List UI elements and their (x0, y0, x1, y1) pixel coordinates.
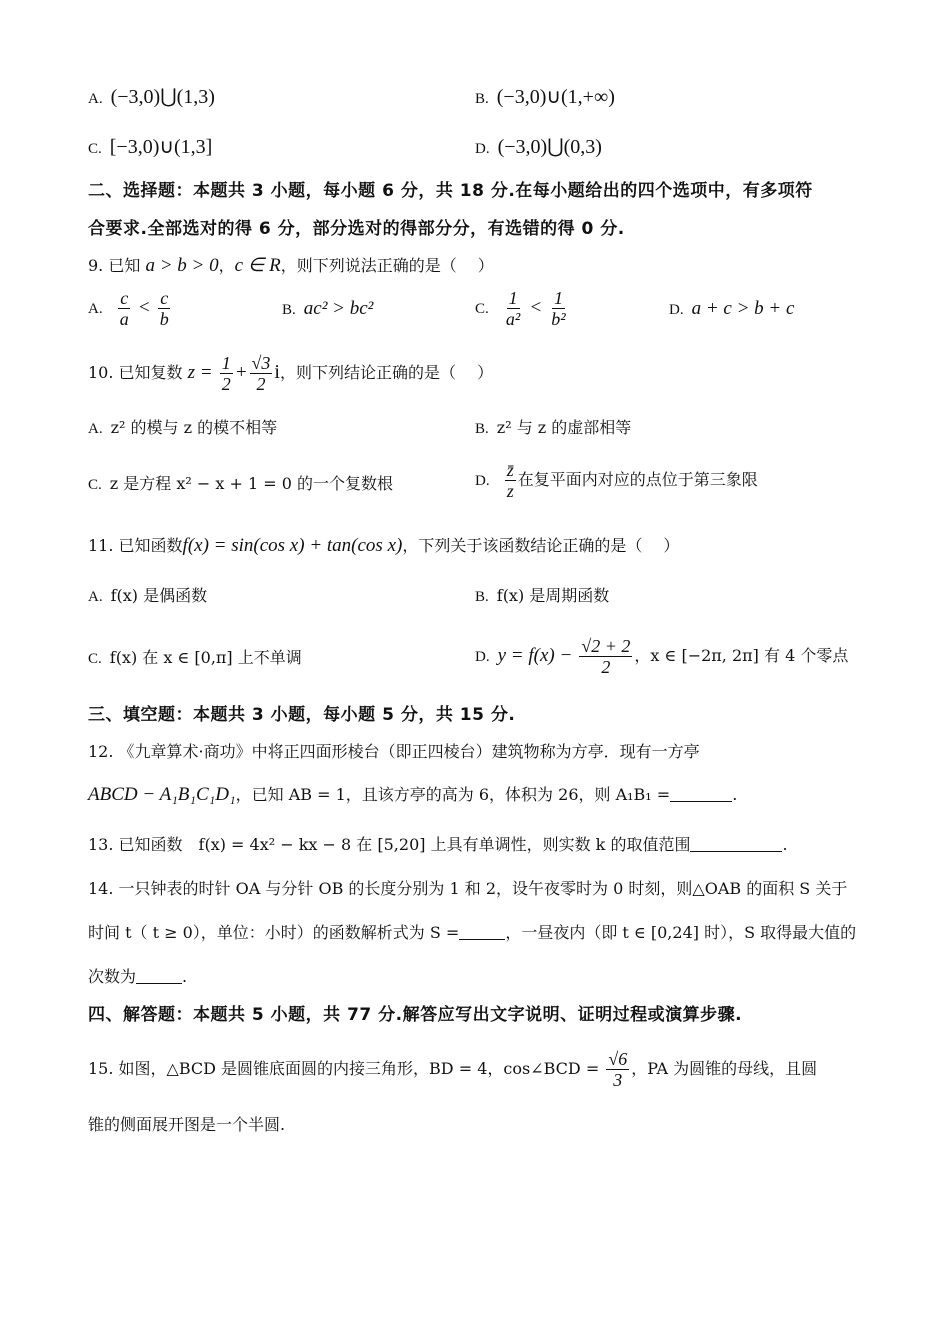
q10-option-c (88, 473, 393, 496)
option-label: D. (475, 649, 490, 665)
section4-heading: 四、解答题：本题共 5 小题，共 77 分.解答应写出文字说明、证明过程或演算步骤. (88, 1005, 743, 1025)
fraction (118, 288, 131, 329)
q9-option-a (88, 288, 173, 329)
numerator: z̄ (506, 460, 514, 480)
q11-stem (88, 535, 679, 557)
q11-stem-post: ，下列关于该函数结论正确的是（ ） (402, 536, 680, 555)
denominator: b² (551, 309, 566, 329)
option-label: B. (475, 421, 489, 437)
q15-pre: 15. 如图，△BCD 是圆锥底面圆的内接三角形，BD = 4，cos∠BCD = (88, 1059, 600, 1078)
q8-option-b (475, 86, 615, 110)
section2-heading-line1: 二、选择题：本题共 3 小题，每小题 6 分，共 18 分.在每小题给出的四个选项中，有多项符 (88, 181, 813, 201)
q9-option-c (475, 288, 570, 329)
q14-line3 (88, 966, 187, 988)
numerator: 1 (221, 353, 231, 373)
q14-text-d: . (182, 967, 188, 986)
option-label: D. (475, 473, 490, 489)
q10-stem-post: ，则下列结论正确的是（ ） (279, 363, 494, 382)
q9-option-d (669, 298, 794, 321)
q11-option-a (88, 585, 207, 608)
operator: < (529, 297, 543, 318)
option-math: y = f(x) − (497, 645, 573, 666)
q14-line1: 14. 一只钟表的时针 OA 与分针 OB 的长度分别为 1 和 2，设午夜零时为 0 时刻，则△OAB 的面积 S 关于 (88, 879, 848, 898)
q15-line2: 锥的侧面展开图是一个半圆. (88, 1115, 286, 1134)
q11-option-d (475, 636, 848, 677)
option-text: f(x) 在 x ∈ [0,π] 上不单调 (109, 648, 302, 667)
option-math: (−3,0)∪(1,+∞) (496, 86, 615, 108)
q13-line (88, 834, 788, 856)
fraction (158, 288, 171, 329)
imaginary-unit: i (274, 361, 280, 383)
fraction (606, 1049, 629, 1090)
q10-stem (88, 348, 493, 397)
option-math: (−3,0)⋃(1,3) (110, 86, 215, 108)
fraction (549, 288, 567, 329)
option-label: B. (282, 302, 296, 318)
fraction (505, 460, 516, 501)
q9-stem-pre: 9. 已知 (88, 256, 141, 275)
option-text: 在复平面内对应的点位于第三象限 (517, 470, 758, 489)
option-label: A. (88, 301, 103, 317)
option-math: [−3,0)∪(1,3] (109, 136, 213, 158)
q12-line2 (88, 784, 737, 806)
fraction (504, 288, 522, 329)
numerator: √3 (251, 353, 271, 373)
numerator: √2 + 2 (581, 636, 631, 656)
q15-line1 (88, 1045, 817, 1093)
q12-end: . (732, 785, 738, 804)
q9-stem (88, 255, 494, 277)
numerator: c (160, 288, 169, 308)
fraction (579, 636, 632, 677)
option-text: ，x ∈ [−2π, 2π] 有 4 个零点 (634, 646, 849, 665)
denominator: 2 (601, 657, 611, 677)
fraction (250, 353, 273, 394)
option-math: (−3,0)⋃(0,3) (497, 136, 602, 158)
denominator: a² (505, 309, 521, 329)
option-text: z 是方程 x² − x + 1 = 0 的一个复数根 (109, 474, 394, 493)
q15-post: ，PA 为圆锥的母线，且圆 (631, 1059, 818, 1078)
q8-option-c (88, 136, 212, 160)
section2-heading-line2: 合要求.全部选对的得 6 分，部分选对的得部分分，有选错的得 0 分. (88, 219, 625, 239)
q14-text-c: 次数为 (88, 967, 137, 986)
q12-frustum: ABCD − A₁B₁C₁D₁ (88, 784, 236, 805)
option-label: C. (88, 477, 102, 493)
denominator: b (159, 309, 169, 329)
q9-cond2: c ∈ R (234, 255, 281, 276)
q10-option-a (88, 417, 277, 440)
operator: < (137, 297, 151, 318)
numerator: 1 (553, 288, 563, 308)
q10-stem-pre: 10. 已知复数 (88, 363, 183, 382)
q8-option-a (88, 86, 215, 110)
q9-stem-post: ，则下列说法正确的是（ ） (280, 256, 494, 275)
q13-end: . (782, 835, 788, 854)
q11-option-b (475, 585, 609, 608)
option-text: f(x) 是周期函数 (496, 586, 610, 605)
option-label: B. (475, 589, 489, 605)
q14-text-b: ，一昼夜内（即 t ∈ [0,24] 时），S 取得最大值的 (505, 923, 857, 942)
q11-option-c (88, 647, 302, 670)
answer-blank[interactable] (690, 835, 782, 852)
denominator: z (506, 481, 514, 501)
option-label: D. (475, 141, 490, 157)
answer-blank[interactable] (136, 967, 182, 984)
option-text: f(x) 是偶函数 (110, 586, 208, 605)
option-math: ac² > bc² (303, 298, 374, 319)
q9-sep: ， (218, 256, 235, 275)
q13-text: 13. 已知函数 f(x) = 4x² − kx − 8 在 [5,20] 上具有单调性，则实数 k 的取值范围 (88, 835, 691, 854)
q9-option-b (282, 298, 373, 321)
q14-line2 (88, 922, 856, 944)
fraction (220, 353, 233, 394)
option-text: z² 与 z 的虚部相等 (496, 418, 632, 437)
q11-function: f(x) = sin(cos x) + tan(cos x) (182, 535, 403, 556)
q14-text-a: 时间 t（ t ≥ 0），单位：小时）的函数解析式为 S = (88, 923, 460, 942)
denominator: 2 (256, 374, 266, 394)
option-text: z² 的模与 z 的模不相等 (110, 418, 278, 437)
option-label: A. (88, 91, 103, 107)
option-label: C. (88, 141, 102, 157)
q12-text: ，已知 AB = 1，且该方亭的高为 6，体积为 26，则 A₁B₁ = (235, 785, 671, 804)
option-label: B. (475, 91, 489, 107)
option-math: a + c > b + c (691, 298, 795, 319)
q10-option-d (475, 460, 758, 501)
numerator: √6 (608, 1049, 628, 1069)
option-label: C. (475, 301, 489, 317)
numerator: c (120, 288, 129, 308)
plus-sign: + (234, 362, 248, 383)
denominator: 2 (221, 374, 231, 394)
denominator: 3 (613, 1070, 623, 1090)
q11-stem-pre: 11. 已知函数 (88, 536, 183, 555)
q8-option-d (475, 136, 602, 160)
option-label: A. (88, 421, 103, 437)
q12-line1: 12. 《九章算术·商功》中将正四面形棱台（即正四棱台）建筑物称为方亭．现有一方亭 (88, 742, 700, 761)
q10-z-eq: z = (187, 362, 213, 383)
option-label: A. (88, 589, 103, 605)
option-label: D. (669, 302, 684, 318)
option-label: C. (88, 651, 102, 667)
section3-heading: 三、填空题：本题共 3 小题，每小题 5 分，共 15 分. (88, 705, 516, 725)
q9-cond1: a > b > 0 (145, 255, 219, 276)
answer-blank[interactable] (670, 785, 732, 802)
denominator: a (119, 309, 129, 329)
answer-blank[interactable] (459, 923, 505, 940)
q10-option-b (475, 417, 631, 440)
numerator: 1 (508, 288, 518, 308)
